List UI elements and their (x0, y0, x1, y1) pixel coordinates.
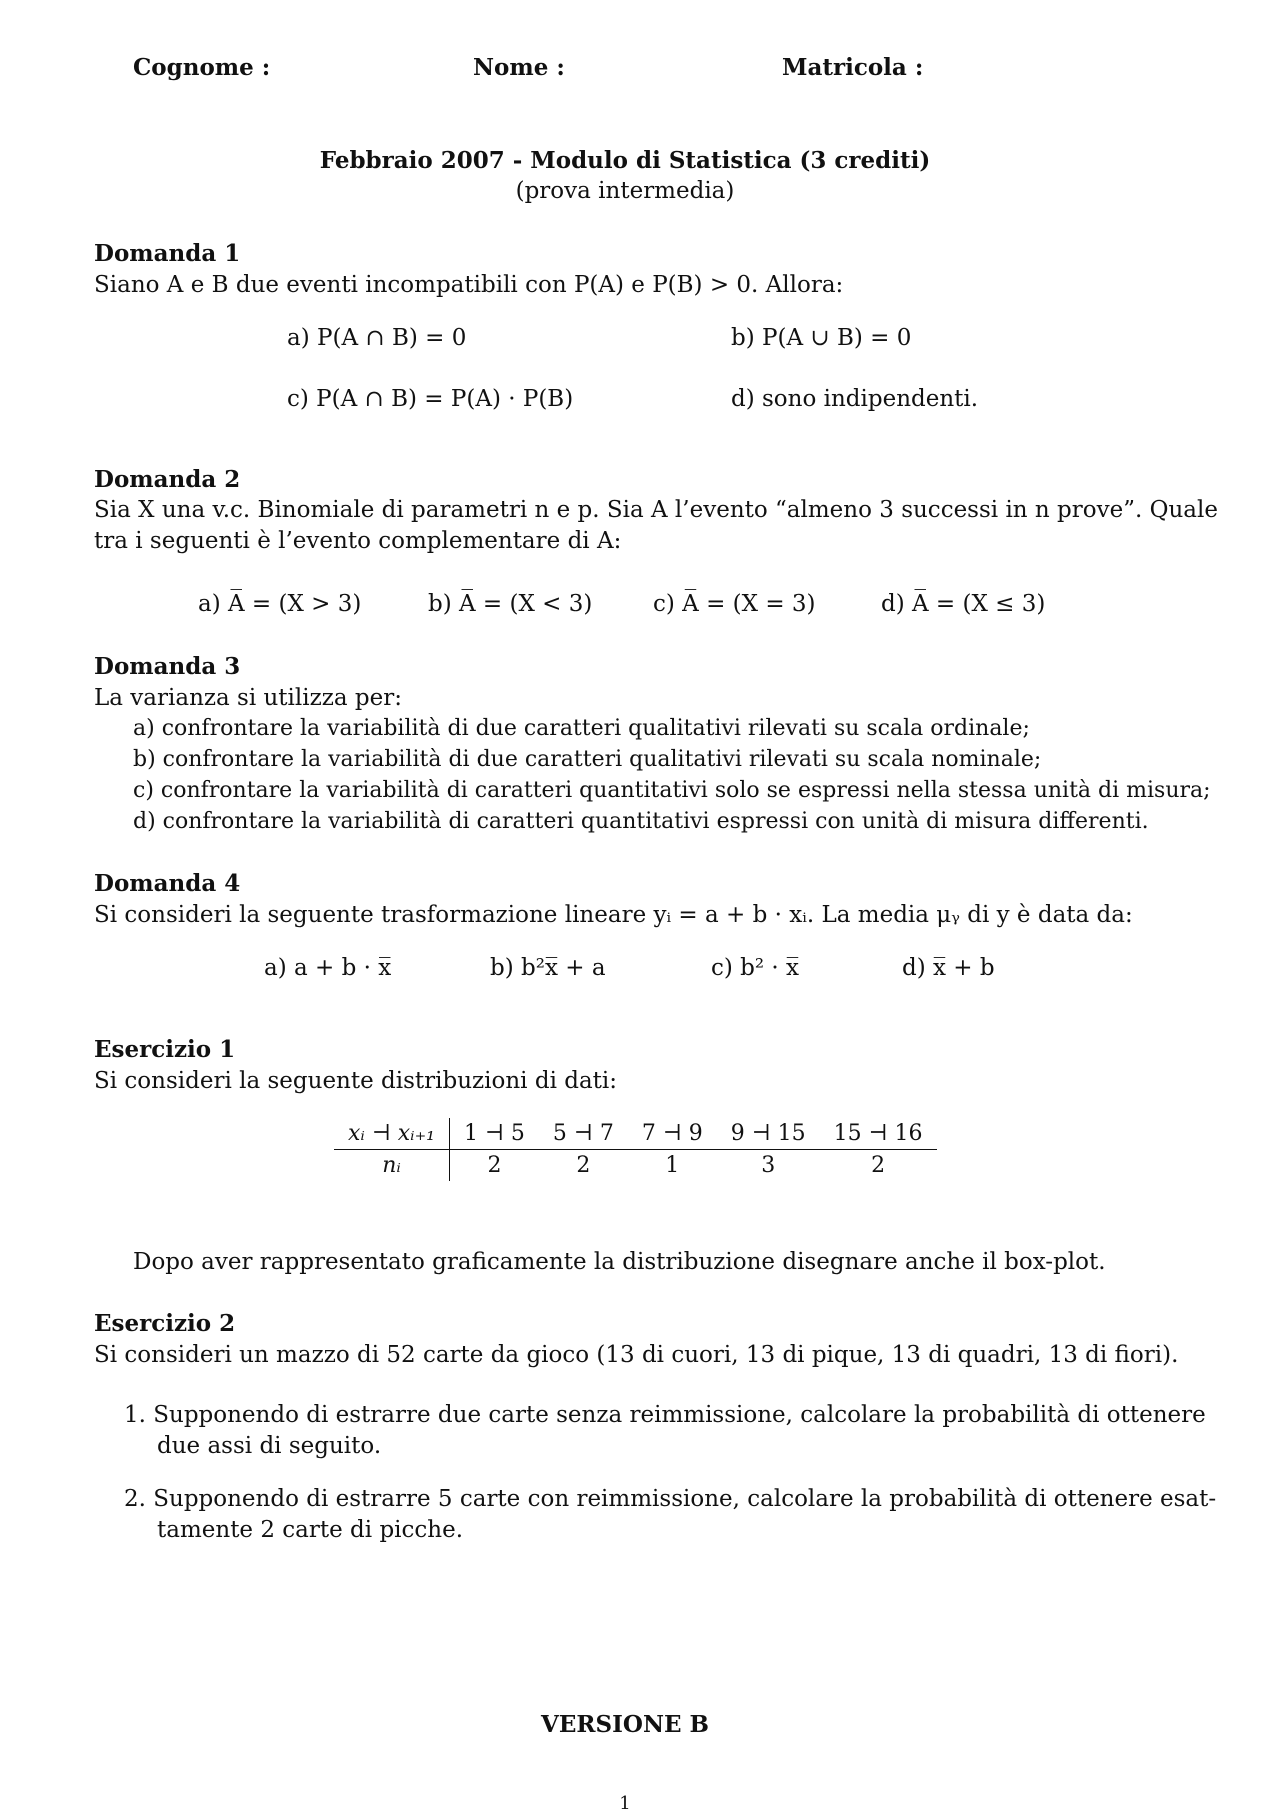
question-2-heading: Domanda 2 (94, 466, 241, 493)
exercise-2-item-1-line1: 1. Supponendo di estrarre due carte senza reimmissione, calcolare la probabilità di ottenere (124, 1402, 1206, 1428)
page-number: 1 (619, 1793, 631, 1814)
page-title: Febbraio 2007 - Modulo di Statistica (3 crediti) (319, 147, 931, 174)
table-cell-class: 7 ⊣ 9 (628, 1118, 717, 1150)
exercise-1-text: Si consideri la seguente distribuzioni di dati: (94, 1068, 618, 1094)
question-1-option-a: a) P(A ∩ B) = 0 (287, 325, 467, 351)
exercise-2-item-2-line2: tamente 2 carte di picche. (157, 1517, 464, 1543)
exercise-1-heading: Esercizio 1 (94, 1036, 236, 1063)
page-subtitle: (prova intermedia) (515, 178, 735, 204)
question-3-option-b: b) confrontare la variabilità di due caratteri qualitativi rilevati su scala nominale; (133, 747, 1042, 772)
question-4-option-c: c) b² · x̅ (711, 955, 800, 981)
distribution-table (334, 1118, 937, 1181)
table-cell-count: 1 (665, 1153, 680, 1178)
version-label: VERSIONE B (541, 1711, 709, 1738)
exercise-2-item-1-line2: due assi di seguito. (157, 1433, 382, 1459)
question-2-option-b: b) A̅ = (X < 3) (428, 591, 593, 617)
table-cell-class: 5 ⊣ 7 (539, 1118, 628, 1150)
question-2-option-a: a) A̅ = (X > 3) (198, 591, 362, 617)
question-4-option-d: d) x̅ + b (902, 955, 995, 981)
question-4-option-a: a) a + b · x̅ (264, 955, 392, 981)
question-4-option-b: b) b²x̅ + a (490, 955, 606, 981)
table-cell-count: 2 (871, 1153, 886, 1178)
question-3-option-d: d) confrontare la variabilità di caratteri quantitativi espressi con unità di misura differenti. (133, 809, 1149, 834)
table-cell-count: 2 (576, 1153, 591, 1178)
table-cell-class: 15 ⊣ 16 (820, 1118, 937, 1150)
question-2-option-d: d) A̅ = (X ≤ 3) (881, 591, 1046, 617)
question-1-text: Siano A e B due eventi incompatibili con P(A) e P(B) > 0. Allora: (94, 272, 844, 298)
table-cell-class: 1 ⊣ 5 (450, 1118, 539, 1150)
exercise-1-note: Dopo aver rappresentato graficamente la distribuzione disegnare anche il box-plot. (133, 1249, 1106, 1275)
distribution-table-wrap (334, 1118, 937, 1181)
question-1-option-c: c) P(A ∩ B) = P(A) · P(B) (287, 386, 574, 412)
question-4-text: Si consideri la seguente trasformazione lineare yᵢ = a + b · xᵢ. La media μᵧ di y è data da: (94, 902, 1133, 928)
question-4-heading: Domanda 4 (94, 870, 241, 897)
question-1-option-d: d) sono indipendenti. (731, 386, 979, 412)
nome-label: Nome : (473, 54, 565, 81)
question-2-text-line2: tra i seguenti è l’evento complementare di A: (94, 528, 622, 554)
table-cell-class: 9 ⊣ 15 (717, 1118, 820, 1150)
question-2-text-line1: Sia X una v.c. Binomiale di parametri n e p. Sia A l’evento “almeno 3 successi in n prove”. Quale (94, 497, 1218, 523)
question-1-heading: Domanda 1 (94, 240, 241, 267)
question-3-heading: Domanda 3 (94, 653, 241, 680)
table-cell-count: 2 (487, 1153, 502, 1178)
cognome-label: Cognome : (133, 54, 271, 81)
question-1-option-b: b) P(A ∪ B) = 0 (731, 325, 912, 351)
exercise-2-heading: Esercizio 2 (94, 1310, 236, 1337)
exercise-2-item-2-line1: 2. Supponendo di estrarre 5 carte con reimmissione, calcolare la probabilità di ottenere esat- (124, 1486, 1217, 1512)
table-cell-count: 3 (761, 1153, 776, 1178)
table-header-count: nᵢ (334, 1150, 450, 1182)
exercise-2-text: Si consideri un mazzo di 52 carte da gioco (13 di cuori, 13 di pique, 13 di quadri, 13 di fiori). (94, 1342, 1179, 1368)
table-row-counts (334, 1150, 937, 1182)
question-2-option-c: c) A̅ = (X = 3) (653, 591, 816, 617)
question-3-option-a: a) confrontare la variabilità di due caratteri qualitativi rilevati su scala ordinale; (133, 716, 1030, 741)
question-3-option-c: c) confrontare la variabilità di caratteri quantitativi solo se espressi nella stessa unità di misura; (133, 778, 1211, 803)
question-3-text: La varianza si utilizza per: (94, 685, 402, 711)
table-row-classes (334, 1118, 937, 1150)
table-header-class: xᵢ ⊣ xᵢ₊₁ (334, 1118, 450, 1150)
matricola-label: Matricola : (782, 54, 924, 81)
